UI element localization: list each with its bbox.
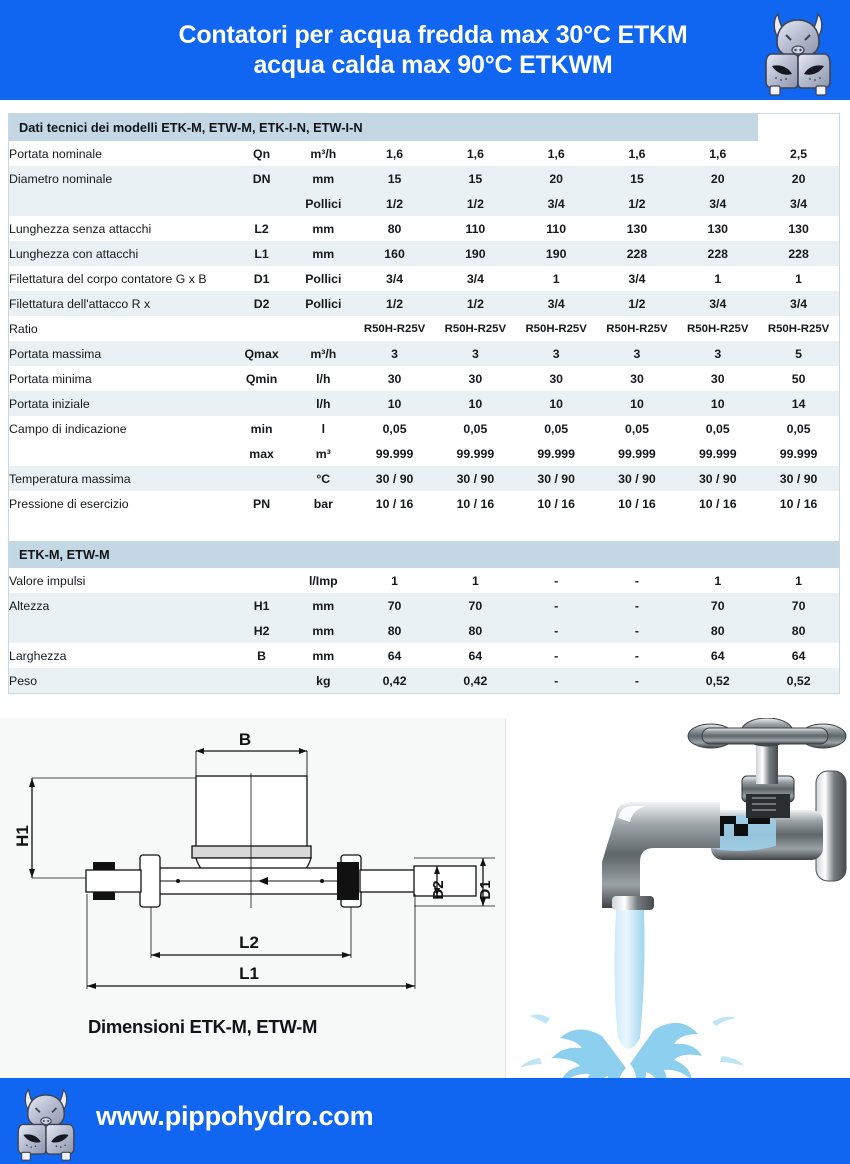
cell-c6: 80 <box>758 618 839 643</box>
row-symbol: D1 <box>231 266 293 291</box>
table-row <box>9 466 839 491</box>
cell-c3: - <box>516 568 597 593</box>
cell-c6: 20 <box>758 166 839 191</box>
cell-c2: 10 <box>435 391 516 416</box>
row-label: Portata nominale <box>9 141 231 166</box>
cell-c5: 1 <box>677 568 758 593</box>
cell-c6: 30 / 90 <box>758 466 839 491</box>
row-unit: mm <box>292 216 354 241</box>
cell-c2: 3 <box>435 341 516 366</box>
row-unit: m³ <box>292 441 354 466</box>
row-label: Lunghezza con attacchi <box>9 241 231 266</box>
row-unit: l/h <box>292 391 354 416</box>
drawing-caption: Dimensioni ETK-M, ETW-M <box>88 1016 318 1037</box>
table-row <box>9 141 839 166</box>
cell-c5: 99.999 <box>677 441 758 466</box>
row-unit: mm <box>292 241 354 266</box>
row-label: Portata iniziale <box>9 391 231 416</box>
dim-label-L1: L1 <box>239 964 259 983</box>
cell-c6: 14 <box>758 391 839 416</box>
cell-c3: 3/4 <box>516 191 597 216</box>
cell-c3: 10 <box>516 391 597 416</box>
cell-c2: 0,05 <box>435 416 516 441</box>
cell-c1: 1/2 <box>354 191 435 216</box>
row-unit: m³/h <box>292 141 354 166</box>
cell-c3: 10 / 16 <box>516 491 597 516</box>
row-unit: Pollici <box>292 266 354 291</box>
cell-c5: 30 / 90 <box>677 466 758 491</box>
cell-c5: 130 <box>677 216 758 241</box>
row-unit: mm <box>292 643 354 668</box>
cell-c2: 190 <box>435 241 516 266</box>
row-label <box>9 191 231 216</box>
cell-c2: 0,42 <box>435 668 516 693</box>
illustration-row <box>0 718 850 1078</box>
cell-c3: 0,05 <box>516 416 597 441</box>
table-row <box>9 166 839 191</box>
cell-c3: 190 <box>516 241 597 266</box>
row-label: Filettatura del corpo contatore G x B <box>9 266 231 291</box>
row-symbol: B <box>231 643 293 668</box>
cell-c6: 99.999 <box>758 441 839 466</box>
row-symbol <box>231 466 293 491</box>
page-title-line-2: acqua calda max 90°C ETKWM <box>253 51 613 79</box>
table-row <box>9 643 839 668</box>
table-row <box>9 491 839 516</box>
cell-c6: 64 <box>758 643 839 668</box>
dim-label-B: B <box>238 730 252 749</box>
cell-c1: 1 <box>354 568 435 593</box>
row-unit: °C <box>292 466 354 491</box>
cell-c6: 2,5 <box>758 141 839 166</box>
table-row <box>9 341 839 366</box>
cell-c4: 10 / 16 <box>597 491 678 516</box>
row-unit: l <box>292 416 354 441</box>
cell-c1: 160 <box>354 241 435 266</box>
section-header-row-1 <box>9 114 839 141</box>
row-label: Filettatura dell'attacco R x <box>9 291 231 316</box>
row-unit <box>292 316 354 341</box>
website-url[interactable]: www.pippohydro.com <box>96 1101 374 1131</box>
cell-c1: 99.999 <box>354 441 435 466</box>
cell-c3: 3 <box>516 341 597 366</box>
cell-c2: 3/4 <box>435 266 516 291</box>
row-label: Peso <box>9 668 231 693</box>
cell-c4: 0,05 <box>597 416 678 441</box>
section-header-row-2 <box>9 541 839 568</box>
cell-c2: 15 <box>435 166 516 191</box>
cell-c3: 110 <box>516 216 597 241</box>
cell-c1: 10 / 16 <box>354 491 435 516</box>
table-row <box>9 316 839 341</box>
cell-c4: 30 <box>597 366 678 391</box>
table-row <box>9 416 839 441</box>
cell-c2: 1 <box>435 568 516 593</box>
cell-c5: 3/4 <box>677 291 758 316</box>
cell-c3: 30 / 90 <box>516 466 597 491</box>
cell-c3: 99.999 <box>516 441 597 466</box>
cell-c5: 0,05 <box>677 416 758 441</box>
cell-c3: 1 <box>516 266 597 291</box>
cell-c4: 10 <box>597 391 678 416</box>
page-header <box>0 0 850 100</box>
cell-c4: - <box>597 593 678 618</box>
row-unit: mm <box>292 166 354 191</box>
cell-c6: 3/4 <box>758 191 839 216</box>
cell-c5: 20 <box>677 166 758 191</box>
row-symbol: DN <box>231 166 293 191</box>
cell-c5: 1,6 <box>677 141 758 166</box>
row-unit: Pollici <box>292 291 354 316</box>
dimension-drawing-pane <box>0 718 505 1078</box>
cell-c2: 80 <box>435 618 516 643</box>
cell-c2: 1/2 <box>435 191 516 216</box>
cell-c6: 5 <box>758 341 839 366</box>
cell-c1: 70 <box>354 593 435 618</box>
cell-c4: - <box>597 668 678 693</box>
spacer-cell <box>9 516 839 541</box>
cell-c3: 20 <box>516 166 597 191</box>
table-row <box>9 241 839 266</box>
cell-c6: 3/4 <box>758 291 839 316</box>
row-symbol: D2 <box>231 291 293 316</box>
table-row <box>9 291 839 316</box>
row-unit: l/h <box>292 366 354 391</box>
row-symbol: H2 <box>231 618 293 643</box>
cell-c6: 0,52 <box>758 668 839 693</box>
cell-c1: R50H-R25V <box>354 316 435 341</box>
water-meter-dimension-drawing <box>0 718 505 1018</box>
cell-c5: 228 <box>677 241 758 266</box>
cell-c2: R50H-R25V <box>435 316 516 341</box>
page-title-line-1: Contatori per acqua fredda max 30°C ETKM <box>178 21 688 49</box>
cell-c4: 3/4 <box>597 266 678 291</box>
cell-c3: 1,6 <box>516 141 597 166</box>
row-symbol: PN <box>231 491 293 516</box>
dim-label-L2: L2 <box>239 933 259 952</box>
row-label: Campo di indicazione <box>9 416 231 441</box>
cell-c1: 80 <box>354 216 435 241</box>
cell-c2: 64 <box>435 643 516 668</box>
cell-c6: 50 <box>758 366 839 391</box>
row-label: Altezza <box>9 593 231 618</box>
cell-c1: 10 <box>354 391 435 416</box>
table-row <box>9 366 839 391</box>
cell-c1: 1,6 <box>354 141 435 166</box>
cell-c5: 3/4 <box>677 191 758 216</box>
row-symbol <box>231 568 293 593</box>
cell-c6: 130 <box>758 216 839 241</box>
row-symbol: L2 <box>231 216 293 241</box>
cell-c2: 30 / 90 <box>435 466 516 491</box>
cell-c1: 3 <box>354 341 435 366</box>
cell-c1: 30 / 90 <box>354 466 435 491</box>
cell-c4: R50H-R25V <box>597 316 678 341</box>
cell-c3: R50H-R25V <box>516 316 597 341</box>
cell-c2: 1/2 <box>435 291 516 316</box>
row-unit: kg <box>292 668 354 693</box>
cell-c4: - <box>597 568 678 593</box>
table-row <box>9 668 839 693</box>
row-label: Portata massima <box>9 341 231 366</box>
row-label: Larghezza <box>9 643 231 668</box>
cell-c6: 10 / 16 <box>758 491 839 516</box>
row-symbol <box>231 191 293 216</box>
cell-c1: 0,42 <box>354 668 435 693</box>
running-faucet-icon <box>506 718 850 1078</box>
row-unit: Pollici <box>292 191 354 216</box>
cell-c5: 10 / 16 <box>677 491 758 516</box>
table-row <box>9 618 839 643</box>
cell-c5: 1 <box>677 266 758 291</box>
row-label: Pressione di esercizio <box>9 491 231 516</box>
section-title-2: ETK-M, ETW-M <box>9 541 839 568</box>
cell-c3: - <box>516 593 597 618</box>
cell-c6: 1 <box>758 266 839 291</box>
row-label: Valore impulsi <box>9 568 231 593</box>
cell-c1: 1/2 <box>354 291 435 316</box>
row-unit: mm <box>292 618 354 643</box>
spec-table-card <box>8 113 840 694</box>
page-footer <box>0 1078 850 1164</box>
cell-c2: 10 / 16 <box>435 491 516 516</box>
faucet-image-pane <box>505 718 850 1078</box>
table-row <box>9 593 839 618</box>
row-symbol: max <box>231 441 293 466</box>
table-row <box>9 391 839 416</box>
rhino-logo-icon <box>752 4 844 96</box>
cell-c3: - <box>516 618 597 643</box>
cell-c4: 228 <box>597 241 678 266</box>
row-label: Ratio <box>9 316 231 341</box>
table-body <box>9 114 839 693</box>
row-symbol <box>231 391 293 416</box>
cell-c1: 0,05 <box>354 416 435 441</box>
cell-c5: 3 <box>677 341 758 366</box>
row-unit: l/Imp <box>292 568 354 593</box>
cell-c5: R50H-R25V <box>677 316 758 341</box>
cell-c5: 70 <box>677 593 758 618</box>
row-unit: bar <box>292 491 354 516</box>
cell-c5: 64 <box>677 643 758 668</box>
cell-c3: - <box>516 668 597 693</box>
cell-c4: 99.999 <box>597 441 678 466</box>
table-row <box>9 441 839 466</box>
row-label <box>9 441 231 466</box>
cell-c5: 80 <box>677 618 758 643</box>
technical-data-table <box>9 114 839 693</box>
spacer-row <box>9 516 839 541</box>
row-symbol: H1 <box>231 593 293 618</box>
dim-label-D1: D1 <box>477 880 494 900</box>
cell-c6: 228 <box>758 241 839 266</box>
row-symbol: Qmin <box>231 366 293 391</box>
cell-c2: 1,6 <box>435 141 516 166</box>
row-symbol <box>231 316 293 341</box>
cell-c3: - <box>516 643 597 668</box>
table-row <box>9 216 839 241</box>
cell-c2: 99.999 <box>435 441 516 466</box>
row-label: Lunghezza senza attacchi <box>9 216 231 241</box>
dim-label-H1: H1 <box>13 825 32 847</box>
row-unit: mm <box>292 593 354 618</box>
cell-c6: 0,05 <box>758 416 839 441</box>
cell-c1: 80 <box>354 618 435 643</box>
row-symbol <box>231 668 293 693</box>
cell-c1: 15 <box>354 166 435 191</box>
row-label: Temperatura massima <box>9 466 231 491</box>
cell-c4: - <box>597 618 678 643</box>
cell-c1: 3/4 <box>354 266 435 291</box>
rhino-logo-icon <box>6 1081 86 1161</box>
row-unit: m³/h <box>292 341 354 366</box>
cell-c2: 30 <box>435 366 516 391</box>
cell-c5: 30 <box>677 366 758 391</box>
cell-c4: 130 <box>597 216 678 241</box>
cell-c5: 0,52 <box>677 668 758 693</box>
row-symbol: min <box>231 416 293 441</box>
row-label: Diametro nominale <box>9 166 231 191</box>
cell-c4: 3 <box>597 341 678 366</box>
row-label: Portata minima <box>9 366 231 391</box>
table-row <box>9 266 839 291</box>
cell-c6: R50H-R25V <box>758 316 839 341</box>
cell-c6: 70 <box>758 593 839 618</box>
cell-c5: 10 <box>677 391 758 416</box>
dim-label-D2: D2 <box>430 880 447 900</box>
row-label <box>9 618 231 643</box>
cell-c6: 1 <box>758 568 839 593</box>
cell-c4: 30 / 90 <box>597 466 678 491</box>
cell-c4: - <box>597 643 678 668</box>
cell-c2: 70 <box>435 593 516 618</box>
section-title-1: Dati tecnici dei modelli ETK-M, ETW-M, ETK-I-N, ETW-I-N <box>9 114 758 141</box>
table-row <box>9 191 839 216</box>
row-symbol: L1 <box>231 241 293 266</box>
row-symbol: Qn <box>231 141 293 166</box>
cell-c4: 1,6 <box>597 141 678 166</box>
cell-c3: 30 <box>516 366 597 391</box>
cell-c2: 110 <box>435 216 516 241</box>
cell-c4: 1/2 <box>597 191 678 216</box>
cell-c4: 15 <box>597 166 678 191</box>
row-symbol: Qmax <box>231 341 293 366</box>
cell-c3: 3/4 <box>516 291 597 316</box>
page-title <box>68 20 798 80</box>
cell-c4: 1/2 <box>597 291 678 316</box>
cell-c1: 30 <box>354 366 435 391</box>
table-row <box>9 568 839 593</box>
cell-c1: 64 <box>354 643 435 668</box>
